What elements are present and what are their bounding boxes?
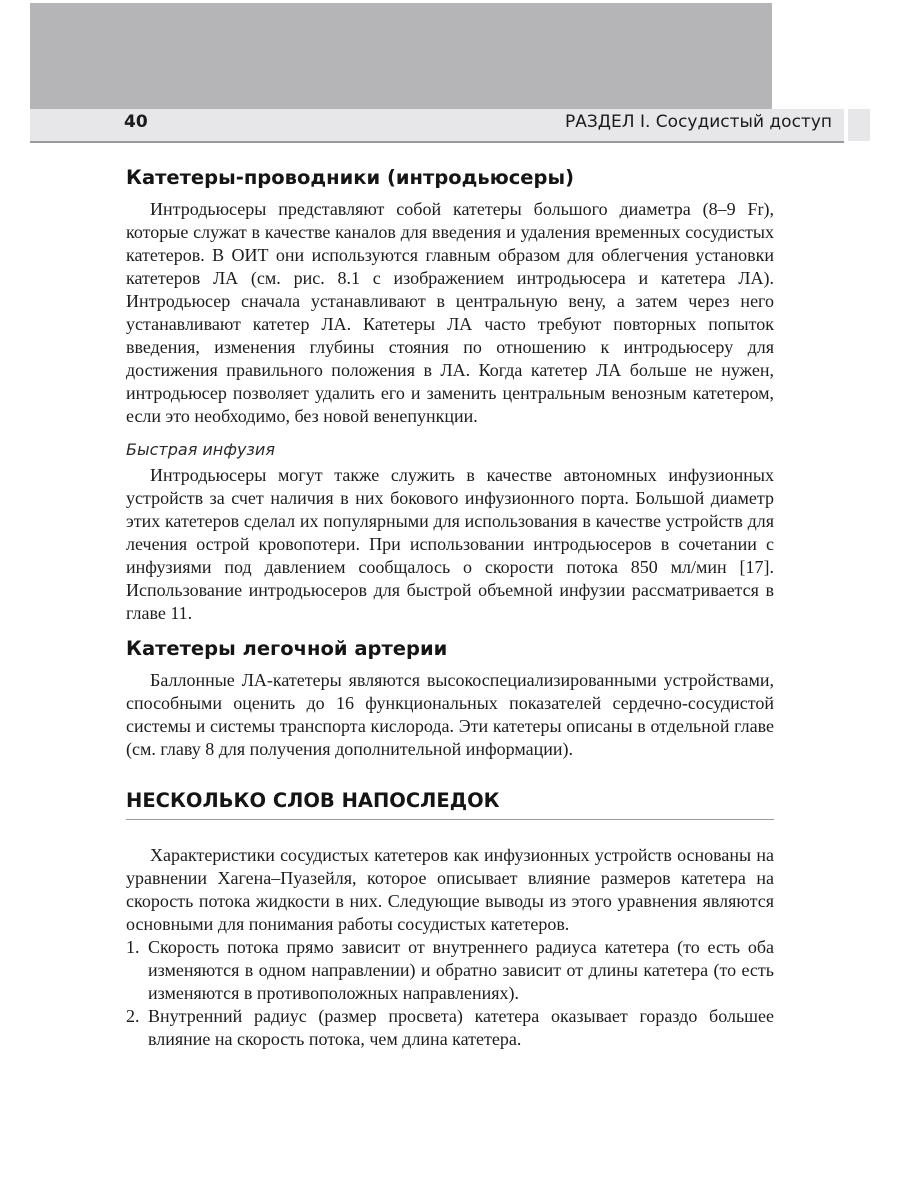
page-number: 40 [124, 112, 148, 132]
heading-introducers: Катетеры-проводники (интродьюсеры) [126, 166, 575, 189]
list-item [126, 1005, 774, 1051]
header-edge-tab [848, 109, 870, 141]
paragraph-final-words: Характеристики сосудистых катетеров как инфузионных устройств основаны на уравнении Хагена–Пуазейля, которое описывает влияние размеров катетера на скорость потока жидкости в них. Следующие выводы из этого уравнения являются основными для понимания работы сосудистых катетеров. [126, 845, 774, 934]
list-item-text: Внутренний радиус (размер просвета) катетера оказывает гораздо большее влияние на скорость потока, чем длина катетера. [148, 1006, 774, 1049]
list-item-number: 1. [126, 937, 140, 957]
list-item-number: 2. [126, 1006, 140, 1026]
paragraph-pa-catheters: Баллонные ЛА-катетеры являются высокоспециализированными устройствами, способными оценить до 16 функциональных показателей сердечно-сосудистой системы и системы транспорта кислорода. Эти катетеры описаны в отдельной главе (см. главу 8 для получения дополнительной информации). [126, 670, 774, 759]
list-item [126, 936, 774, 1005]
conclusions-list [126, 936, 774, 1051]
header-gray-band [30, 3, 772, 109]
heading-final-words: НЕСКОЛЬКО СЛОВ НАПОСЛЕДОК [126, 787, 774, 820]
paragraph-introducers: Интродьюсеры представляют собой катетеры большого диаметра (8–9 Fr), которые служат в качестве каналов для введения и удаления временных сосудистых катетеров. В ОИТ они используются главным образом для облегчения установки катетеров ЛА (см. рис. 8.1 с изображением интродьюсера и катетера ЛА). Интродьюсер сначала устанавливают в центральную вену, а затем через него устанавливают катетер ЛА. Катетеры ЛА часто требуют повторных попыток введения, изменения глубины стояния по отношению к интродьюсеру для достижения правильного положения в ЛА. Когда катетер ЛА больше не нужен, интродьюсер позволяет удалить его и заменить центральным венозным катетером, если это необходимо, без новой венепункции. [126, 199, 774, 426]
running-head: РАЗДЕЛ I. Сосудистый доступ [565, 112, 832, 132]
heading-pa-catheters: Катетеры легочной артерии [126, 637, 448, 660]
page-content [126, 164, 774, 1051]
list-item-text: Скорость потока прямо зависит от внутреннего радиуса катетера (то есть оба изменяются в одном направлении) и обратно зависит от длины катетера (то есть изменяются в противоположных направлениях). [148, 937, 774, 1003]
subheading-rapid-infusion: Быстрая инфузия [126, 440, 275, 459]
header-rule [30, 141, 844, 143]
paragraph-rapid-infusion: Интродьюсеры могут также служить в качестве автономных инфузионных устройств за счет наличия в них бокового инфузионного порта. Большой диаметр этих катетеров сделал их популярными для использования в качестве устройств для лечения острой кровопотери. При использовании интродьюсеров в сочетании с инфузиями под давлением сообщалось о скорости потока 850 мл/мин [17]. Использование интродьюсеров для быстрой объемной инфузии рассматривается в главе 11. [126, 465, 774, 623]
